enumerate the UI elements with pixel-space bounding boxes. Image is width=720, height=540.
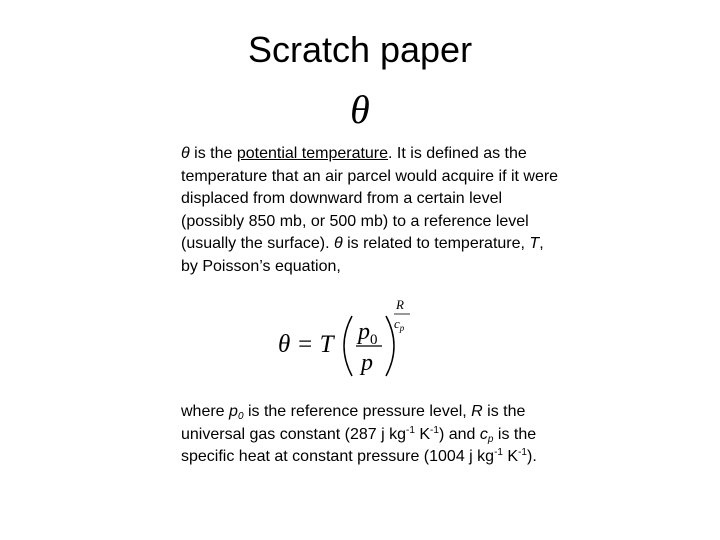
variables-paragraph: where $p_0$ is the reference pressure level, R is the universal gas constant (287 j $kg^{-1}$ $K^{-1}$) and $c_p$ is the specific heat at constant pressure (1004 j $kg^{-1}$ $K^{-1}$). <box>181 403 537 465</box>
gas-constant-symbol: R <box>471 403 483 420</box>
exponent-numerator: R <box>396 297 404 312</box>
exponent-denominator: $c_p$ <box>394 316 405 333</box>
potential-temperature-term: potential temperature <box>236 145 389 162</box>
equation-lhs: θ = T <box>278 331 334 358</box>
definition-paragraph: θ is the potential temperature. It is defined as the temperature that an air parcel would acquire if it were displaced from downward from a certain level (possibly 850 mb, or 500 mb) to a reference level (usually the surface). θ is related to temperature, T, by Poisson’s equation, <box>181 145 559 275</box>
cp-symbol: $c_p$ <box>479 425 494 445</box>
left-paren <box>344 316 352 376</box>
temperature-symbol: T <box>529 235 540 252</box>
equation-denominator: p <box>361 350 373 376</box>
theta-symbol: θ <box>350 87 370 132</box>
theta-inline: θ <box>333 235 343 252</box>
theta-inline: θ <box>181 145 190 162</box>
poisson-equation <box>276 296 416 386</box>
right-paren <box>386 316 394 376</box>
equation-numerator: $p_0$ <box>358 319 378 348</box>
slide-title: Scratch paper <box>247 29 473 70</box>
p0-symbol: $p_0$ <box>229 403 244 422</box>
